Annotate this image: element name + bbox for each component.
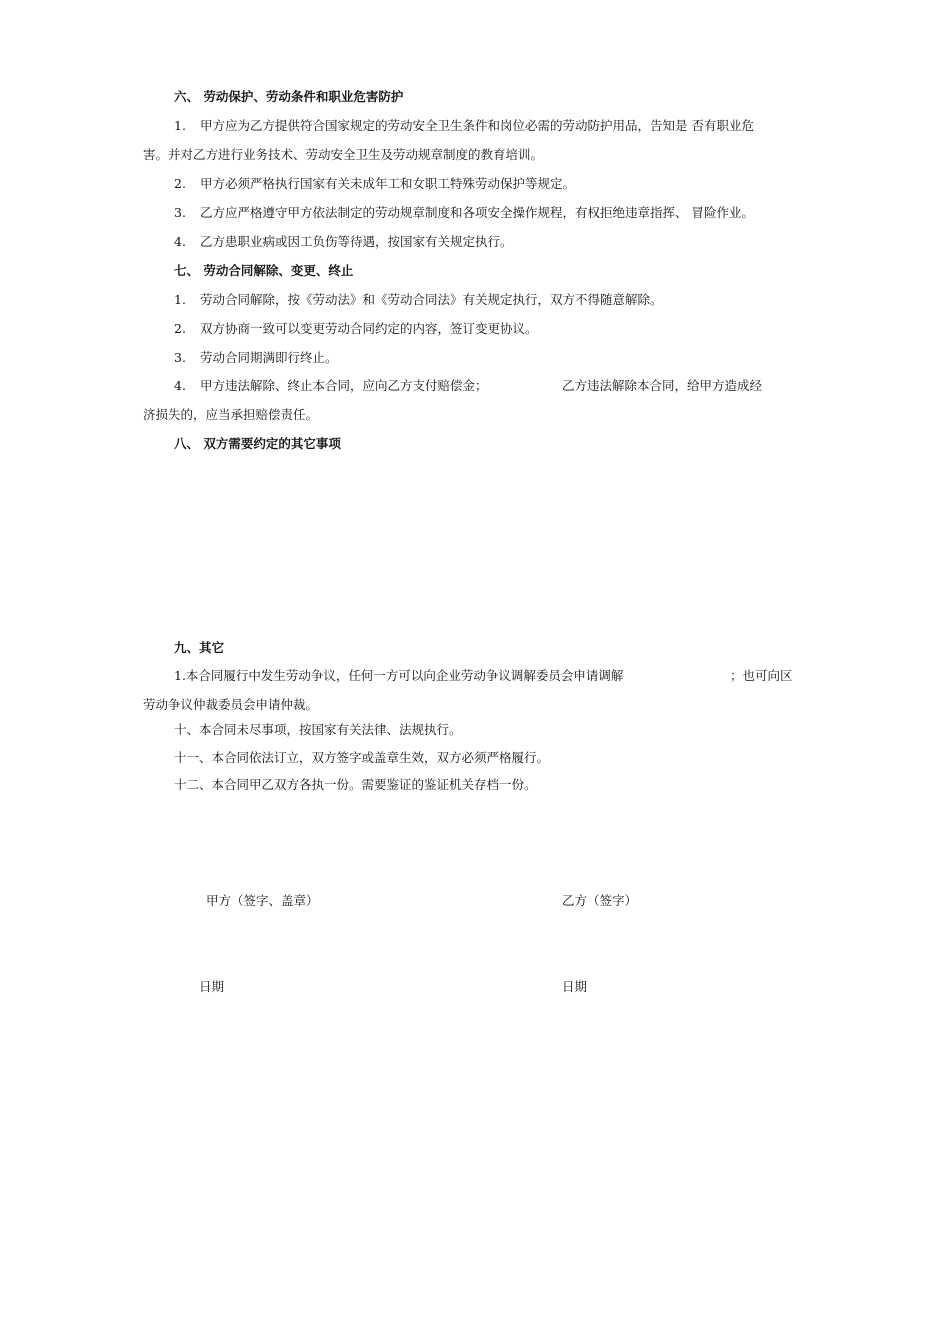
item-text: 乙方应严格遵守甲方依法制定的劳动规章制度和各项安全操作规程，有权拒绝违章指挥、 冒险作业。 — [200, 205, 754, 220]
item-number: 4. — [174, 378, 186, 393]
item-text: 甲方必须严格执行国家有关未成年工和女职工特殊劳动保护等规定。 — [200, 176, 576, 191]
party-b-signature-label: 乙方（签字） — [562, 893, 638, 908]
clause-10: 十、本合同未尽事项，按国家有关法律、法规执行。 — [174, 722, 462, 737]
section-6-item-4 — [174, 234, 513, 250]
section-7-heading: 七、 劳动合同解除、变更、终止 — [174, 263, 354, 278]
section-6-item-3 — [174, 205, 754, 221]
section-6-heading: 六、 劳动保护、劳动条件和职业危害防护 — [174, 89, 404, 104]
item-number: 2. — [174, 176, 186, 191]
item-number: 4. — [174, 234, 186, 249]
clause-12: 十二、本合同甲乙双方各执一份。需要鉴证的鉴证机关存档一份。 — [174, 777, 537, 792]
party-b-date-label: 日期 — [562, 979, 588, 994]
item-number: 2. — [174, 321, 186, 336]
section-6-item-1 — [174, 118, 754, 134]
item-text-part-1: 甲方违法解除、终止本合同，应向乙方支付赔偿金； — [200, 378, 488, 393]
section-6-item-1-cont: 害。并对乙方进行业务技术、劳动安全卫生及劳动规章制度的教育培训。 — [143, 147, 544, 162]
item-number: 3. — [174, 205, 186, 220]
section-9-item-1: 1.本合同履行中发生劳动争议，任何一方可以向企业劳动争议调解委员会申请调解 — [174, 668, 624, 683]
section-6-item-2 — [174, 176, 575, 192]
item-text: 劳动合同解除，按《劳动法》和《劳动合同法》有关规定执行，双方不得随意解除。 — [200, 292, 663, 307]
item-number: 1. — [174, 292, 186, 307]
section-7-item-1 — [174, 292, 663, 308]
section-7-item-4 — [174, 378, 488, 394]
item-text: 双方协商一致可以变更劳动合同约定的内容，签订变更协议。 — [200, 321, 538, 336]
section-7-item-4-cont: 济损失的，应当承担赔偿责任。 — [143, 407, 319, 422]
section-7-item-2 — [174, 321, 538, 337]
item-text: 甲方应为乙方提供符合国家规定的劳动安全卫生条件和岗位必需的劳动防护用品，告知是 否有职业危 — [200, 118, 754, 133]
section-9-heading: 九、其它 — [174, 640, 225, 655]
party-a-signature-label: 甲方（签字、盖章） — [206, 893, 319, 908]
item-number: 3. — [174, 350, 186, 365]
party-a-date-label: 日期 — [199, 979, 225, 994]
section-9-item-1-cont: 劳动争议仲裁委员会申请仲裁。 — [143, 697, 319, 712]
section-7-item-3 — [174, 350, 338, 366]
item-text: 劳动合同期满即行终止。 — [200, 350, 338, 365]
section-7-item-4-part-2: 乙方违法解除本合同，给甲方造成经 — [562, 378, 763, 393]
item-number: 1. — [174, 118, 186, 133]
clause-11: 十一、本合同依法订立，双方签字或盖章生效，双方必须严格履行。 — [174, 750, 550, 765]
item-text: 乙方患职业病或因工负伤等待遇，按国家有关规定执行。 — [200, 234, 513, 249]
section-8-heading: 八、 双方需要约定的其它事项 — [174, 436, 341, 451]
section-9-item-1-part-2: ；也可向区 — [730, 668, 793, 683]
